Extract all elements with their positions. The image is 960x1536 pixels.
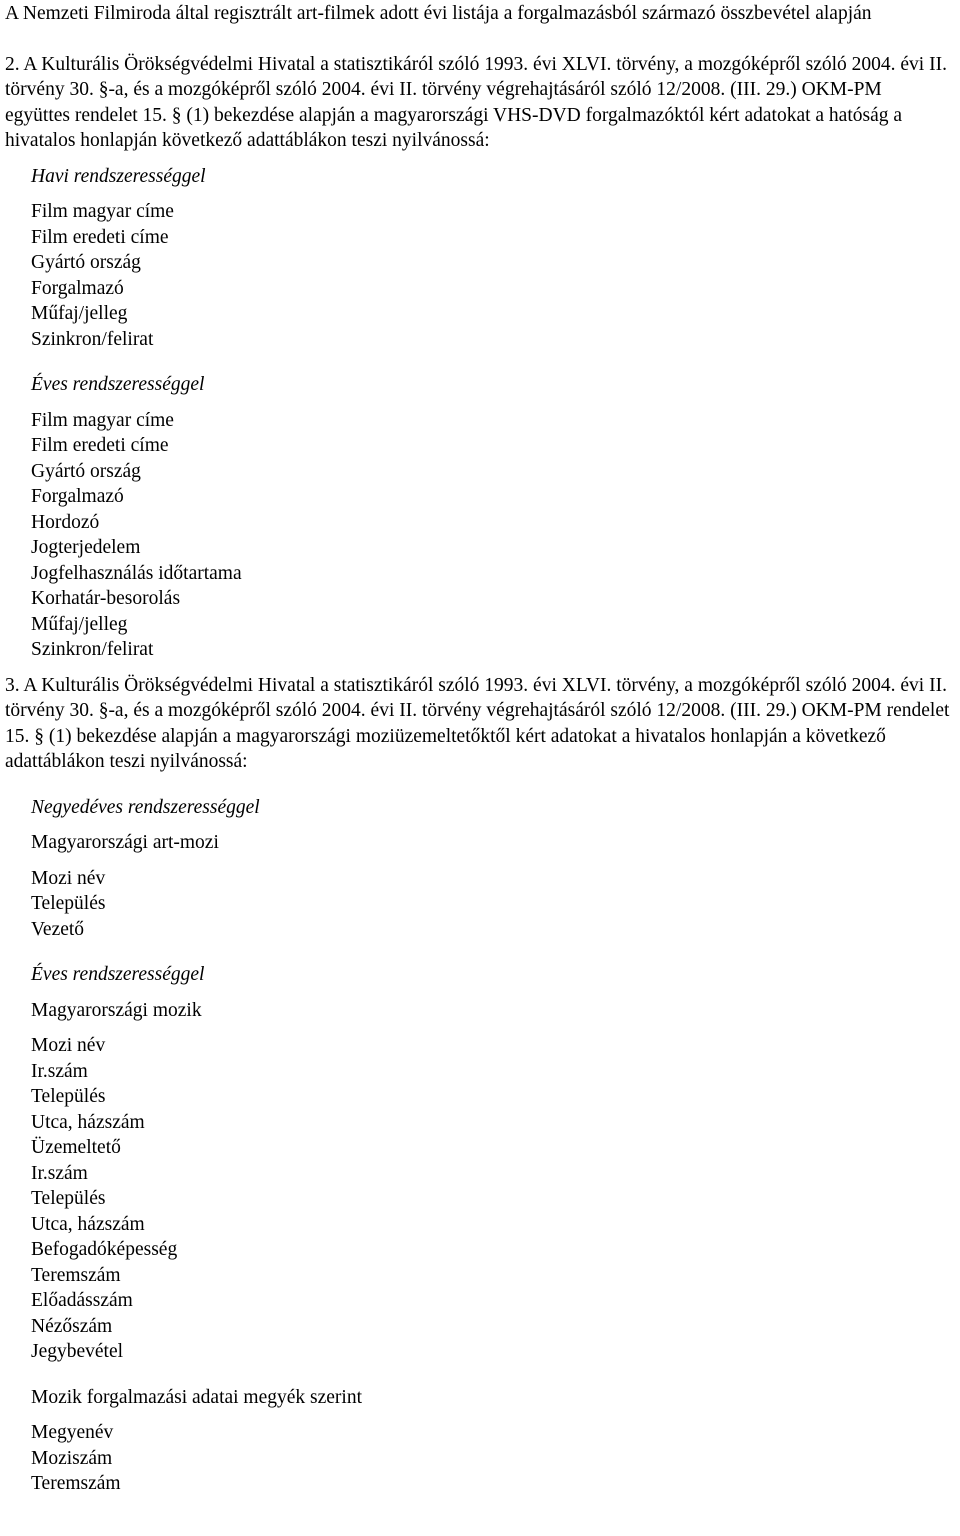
list-item: Vezető [31,918,85,940]
list-item: Film magyar címe [31,409,174,431]
art-cinema-list [5,866,950,943]
list-item: Szinkron/felirat [31,328,154,350]
art-cinema-table-title: Magyarországi art-mozi [31,832,219,853]
list-item: Nézőszám [31,1315,113,1337]
list-item: Teremszám [31,1473,121,1494]
list-item: Korhatár-besorolás [31,588,181,609]
cinemas-table-title: Magyarországi mozik [31,999,202,1021]
list-item: Utca, házszám [31,1213,145,1235]
intro-paragraph: A Nemzeti Filmiroda által regisztrált art-filmek adott évi listája a forgalmazásból származó összbevétel alapján [5,3,872,24]
list-item: Üzemeltető [31,1137,121,1158]
cinema-yearly-heading: Éves rendszerességgel [31,964,205,985]
list-item: Moziszám [31,1447,113,1469]
section-3-paragraph: 3. A Kulturális Örökségvédelmi Hivatal a statisztikáról szóló 1993. évi XLVI. törvény, a mozgóképről szóló 2004. évi II. törvény 30. §-a, és a mozgóképről szóló 2004. évi II. törvény végrehajtásáról szóló 12/2008. (III. 29.) OKM-PM rendelet 15. § (1) bekezdése alapján a magyarországi moziüzemeltetőktől kért adatokat a hivatalos honlapján a következő adattáblákon teszi nyilvánossá: [5,674,950,772]
county-table-title: Mozik forgalmazási adatai megyék szerint [31,1386,363,1408]
list-item: Film magyar címe [31,201,174,222]
vhs-yearly-list [5,408,950,663]
list-item: Jogterjedelem [31,537,141,558]
list-item: Gyártó ország [31,460,141,482]
list-item: Film eredeti címe [31,435,169,456]
list-item: Előadásszám [31,1290,133,1311]
vhs-monthly-list [5,199,950,352]
list-item: Utca, házszám [31,1111,145,1133]
list-item: Település [31,893,106,914]
cinema-quarterly-heading: Negyedéves rendszerességgel [31,796,260,818]
list-item: Hordozó [31,511,100,533]
list-item: Befogadóképesség [31,1239,178,1260]
list-item: Ir.szám [31,1162,88,1184]
county-list [5,1420,950,1497]
list-item: Ir.szám [31,1060,88,1082]
list-item: Műfaj/jelleg [31,303,128,324]
list-item: Mozi név [31,1035,106,1056]
section-2-paragraph: 2. A Kulturális Örökségvédelmi Hivatal a statisztikáról szóló 1993. évi XLVI. törvény, a mozgóképről szóló 2004. évi II. törvény 30. §-a, és a mozgóképről szóló 2004. évi II. törvény végrehajtásáról szóló 12/2008. (III. 29.) OKM-PM együttes rendelet 15. § (1) bekezdése alapján a magyarországi VHS-DVD forgalmazóktól kért adatokat a hatóság a hivatalos honlapján következő adattáblákon teszi nyilvánossá: [5,53,947,151]
list-item: Forgalmazó [31,486,124,507]
list-item: Szinkron/felirat [31,639,154,660]
list-item: Film eredeti címe [31,226,169,248]
list-item: Teremszám [31,1264,121,1286]
list-item: Forgalmazó [31,277,124,299]
cinemas-list [5,1033,950,1365]
list-item: Jogfelhasználás időtartama [31,562,242,584]
list-item: Gyártó ország [31,252,141,273]
list-item: Műfaj/jelleg [31,613,128,635]
list-item: Mozi név [31,867,106,889]
list-item: Település [31,1188,106,1209]
list-item: Jegybevétel [31,1341,124,1362]
vhs-monthly-heading: Havi rendszerességgel [31,165,206,187]
list-item: Település [31,1086,106,1107]
list-item: Megyenév [31,1422,114,1443]
vhs-yearly-heading: Éves rendszerességgel [31,374,205,395]
